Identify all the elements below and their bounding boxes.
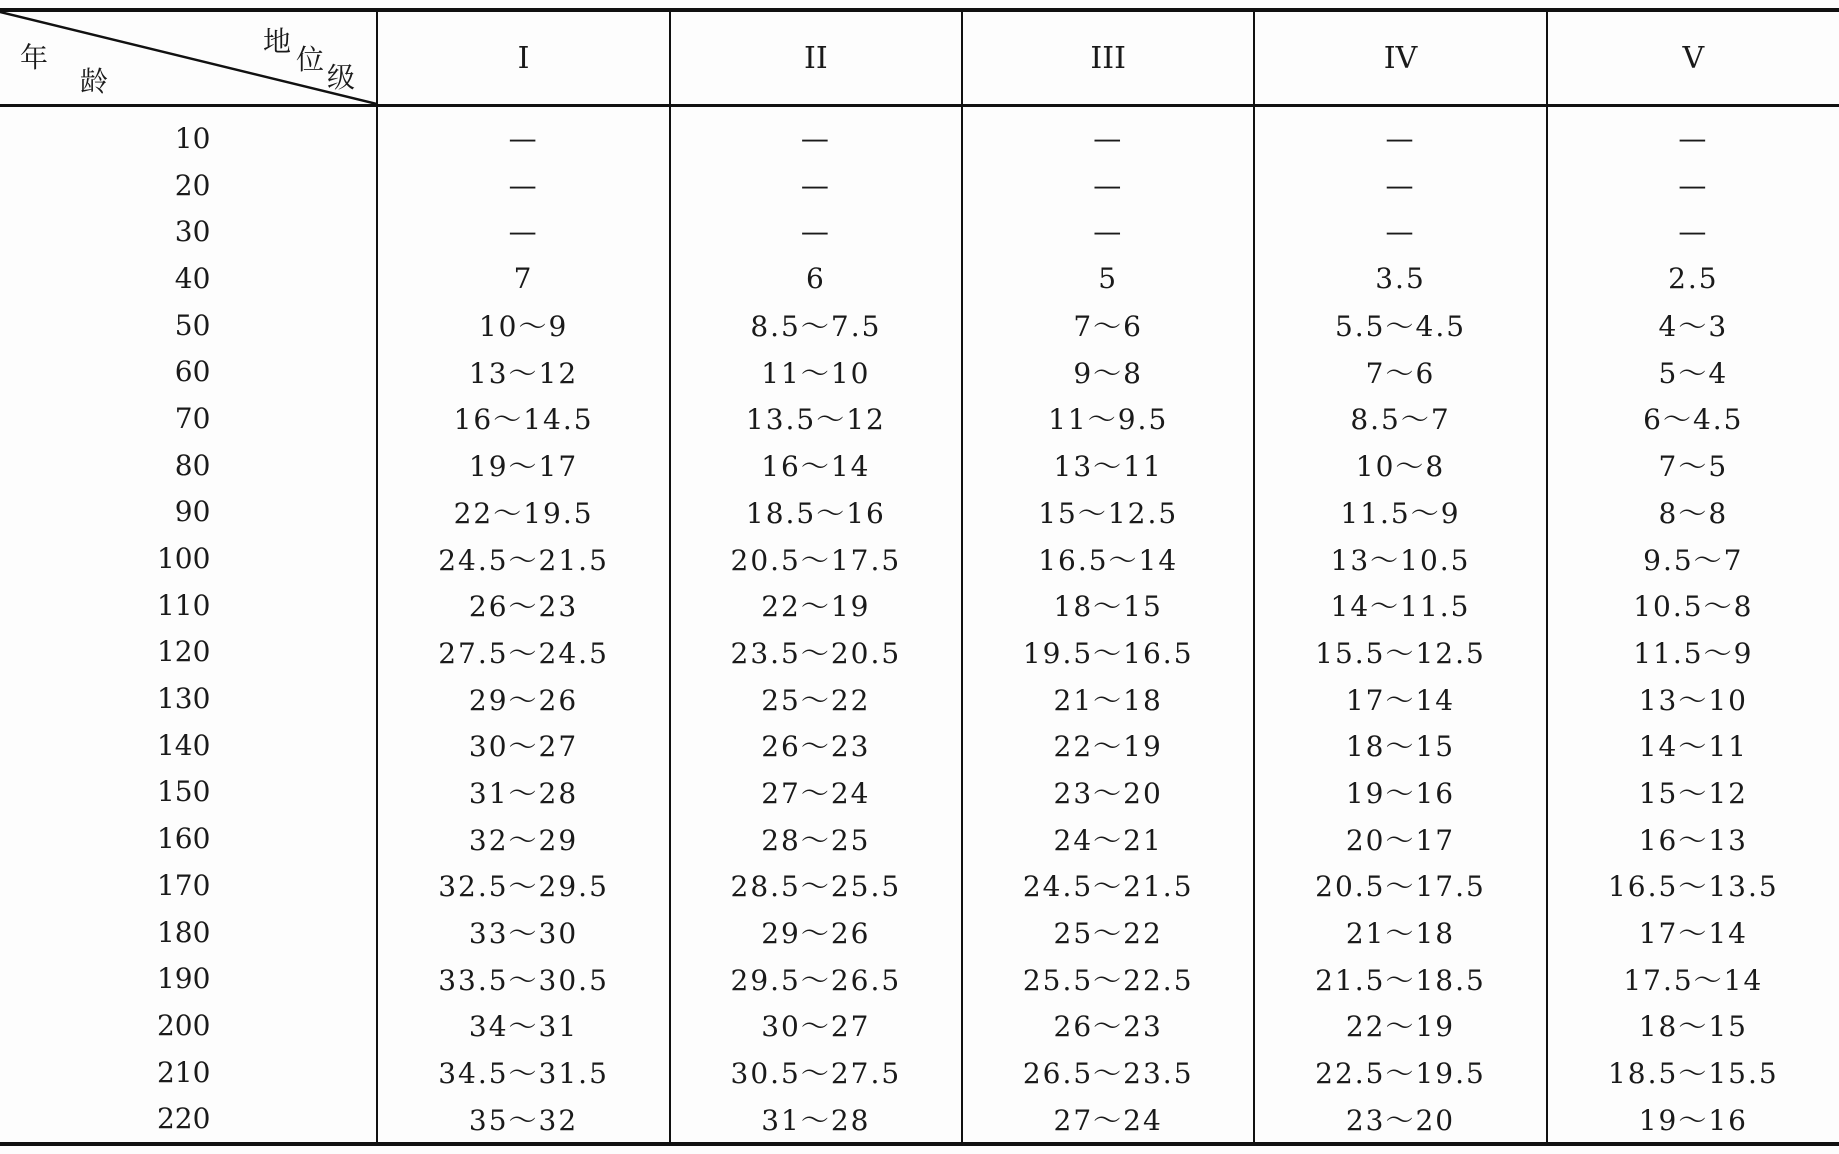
value-cell: 16～14.5 bbox=[377, 395, 669, 442]
age-cell: 170 bbox=[156, 868, 211, 902]
age-cell: 160 bbox=[156, 822, 211, 856]
value-cell: 11.5～9 bbox=[1547, 629, 1839, 676]
table-row bbox=[0, 1002, 1839, 1049]
age-cell: 220 bbox=[156, 1102, 211, 1136]
value-cell: 26～23 bbox=[670, 722, 962, 769]
age-cell: 180 bbox=[156, 915, 211, 949]
value-cell: 23.5～20.5 bbox=[670, 629, 962, 676]
value-cell: 6 bbox=[670, 255, 962, 302]
age-cell: 190 bbox=[156, 962, 211, 996]
age-cell: 10 bbox=[174, 121, 211, 155]
value-cell: 18.5～16 bbox=[670, 489, 962, 536]
value-cell: 5～4 bbox=[1547, 348, 1839, 395]
table-row bbox=[0, 442, 1839, 489]
value-cell: 27～24 bbox=[962, 1095, 1254, 1144]
table-header bbox=[0, 10, 1839, 106]
value-cell: 17.5～14 bbox=[1547, 955, 1839, 1002]
value-cell: 30～27 bbox=[670, 1002, 962, 1049]
value-cell: 22～19 bbox=[962, 722, 1254, 769]
table-row bbox=[0, 302, 1839, 349]
corner-row-label-2: 龄 bbox=[80, 65, 109, 98]
table-row bbox=[0, 395, 1839, 442]
site-class-table bbox=[0, 8, 1839, 1146]
value-cell: 13.5～12 bbox=[670, 395, 962, 442]
age-cell: 60 bbox=[174, 355, 211, 389]
value-cell: 22～19 bbox=[1254, 1002, 1546, 1049]
value-cell: — bbox=[377, 208, 669, 255]
value-cell: 13～12 bbox=[377, 348, 669, 395]
value-cell: 25～22 bbox=[962, 909, 1254, 956]
value-cell: 13～10 bbox=[1547, 675, 1839, 722]
value-cell: — bbox=[670, 208, 962, 255]
table-row bbox=[0, 769, 1839, 816]
table-row bbox=[0, 815, 1839, 862]
value-cell: 26～23 bbox=[377, 582, 669, 629]
value-cell: 19～16 bbox=[1254, 769, 1546, 816]
value-cell: 13～10.5 bbox=[1254, 535, 1546, 582]
value-cell: 20～17 bbox=[1254, 815, 1546, 862]
table-row bbox=[0, 675, 1839, 722]
value-cell: 34.5～31.5 bbox=[377, 1049, 669, 1096]
value-cell: — bbox=[962, 106, 1254, 162]
value-cell: 22～19 bbox=[670, 582, 962, 629]
value-cell: — bbox=[962, 162, 1254, 209]
table-row bbox=[0, 535, 1839, 582]
value-cell: 33～30 bbox=[377, 909, 669, 956]
value-cell: 19.5～16.5 bbox=[962, 629, 1254, 676]
value-cell: 9～8 bbox=[962, 348, 1254, 395]
value-cell: — bbox=[1547, 208, 1839, 255]
value-cell: 29～26 bbox=[670, 909, 962, 956]
age-cell: 110 bbox=[156, 588, 211, 622]
value-cell: 17～14 bbox=[1547, 909, 1839, 956]
value-cell: 28～25 bbox=[670, 815, 962, 862]
value-cell: 27～24 bbox=[670, 769, 962, 816]
age-cell: 40 bbox=[174, 261, 211, 295]
value-cell: 21～18 bbox=[1254, 909, 1546, 956]
value-cell: 3.5 bbox=[1254, 255, 1546, 302]
table-row bbox=[0, 348, 1839, 395]
value-cell: 15～12 bbox=[1547, 769, 1839, 816]
value-cell: 28.5～25.5 bbox=[670, 862, 962, 909]
value-cell: 15～12.5 bbox=[962, 489, 1254, 536]
value-cell: 6～4.5 bbox=[1547, 395, 1839, 442]
table-body bbox=[0, 106, 1839, 1145]
column-header-iii: III bbox=[962, 10, 1254, 106]
value-cell: 26～23 bbox=[962, 1002, 1254, 1049]
value-cell: 23～20 bbox=[1254, 1095, 1546, 1144]
corner-col-label-2: 位 bbox=[296, 43, 325, 76]
age-cell: 150 bbox=[156, 775, 211, 809]
table-row bbox=[0, 1095, 1839, 1144]
value-cell: 16.5～13.5 bbox=[1547, 862, 1839, 909]
age-cell: 30 bbox=[174, 215, 211, 249]
table-row bbox=[0, 909, 1839, 956]
value-cell: 22～19.5 bbox=[377, 489, 669, 536]
table-row bbox=[0, 106, 1839, 162]
value-cell: 20.5～17.5 bbox=[1254, 862, 1546, 909]
age-cell: 70 bbox=[174, 401, 211, 435]
value-cell: 29.5～26.5 bbox=[670, 955, 962, 1002]
value-cell: 13～11 bbox=[962, 442, 1254, 489]
table-row bbox=[0, 1049, 1839, 1096]
value-cell: — bbox=[1547, 106, 1839, 162]
table-row bbox=[0, 208, 1839, 255]
value-cell: 8.5～7.5 bbox=[670, 302, 962, 349]
value-cell: 14～11.5 bbox=[1254, 582, 1546, 629]
value-cell: 8.5～7 bbox=[1254, 395, 1546, 442]
value-cell: 18～15 bbox=[962, 582, 1254, 629]
value-cell: 7～6 bbox=[962, 302, 1254, 349]
value-cell: 34～31 bbox=[377, 1002, 669, 1049]
value-cell: 16.5～14 bbox=[962, 535, 1254, 582]
value-cell: 9.5～7 bbox=[1547, 535, 1839, 582]
column-header-i: I bbox=[377, 10, 669, 106]
value-cell: 19～17 bbox=[377, 442, 669, 489]
age-cell: 130 bbox=[156, 682, 211, 716]
table-row bbox=[0, 629, 1839, 676]
age-cell: 50 bbox=[174, 308, 211, 342]
column-header-v: V bbox=[1547, 10, 1839, 106]
corner-header-cell bbox=[0, 10, 377, 106]
value-cell: 31～28 bbox=[377, 769, 669, 816]
value-cell: 24～21 bbox=[962, 815, 1254, 862]
value-cell: 7～5 bbox=[1547, 442, 1839, 489]
table-row bbox=[0, 955, 1839, 1002]
value-cell: 21～18 bbox=[962, 675, 1254, 722]
age-cell: 120 bbox=[156, 635, 211, 669]
value-cell: 7～6 bbox=[1254, 348, 1546, 395]
age-cell: 140 bbox=[156, 728, 211, 762]
value-cell: 26.5～23.5 bbox=[962, 1049, 1254, 1096]
value-cell: 11.5～9 bbox=[1254, 489, 1546, 536]
value-cell: 27.5～24.5 bbox=[377, 629, 669, 676]
corner-row-label-1: 年 bbox=[20, 41, 49, 74]
value-cell: 2.5 bbox=[1547, 255, 1839, 302]
value-cell: 18～15 bbox=[1254, 722, 1546, 769]
value-cell: 14～11 bbox=[1547, 722, 1839, 769]
age-cell: 100 bbox=[156, 542, 211, 576]
value-cell: 15.5～12.5 bbox=[1254, 629, 1546, 676]
table-row bbox=[0, 582, 1839, 629]
table-row bbox=[0, 255, 1839, 302]
age-cell: 90 bbox=[174, 495, 211, 529]
value-cell: 8～8 bbox=[1547, 489, 1839, 536]
value-cell: 25.5～22.5 bbox=[962, 955, 1254, 1002]
age-cell: 80 bbox=[174, 448, 211, 482]
value-cell: 35～32 bbox=[377, 1095, 669, 1144]
value-cell: 24.5～21.5 bbox=[962, 862, 1254, 909]
value-cell: 5.5～4.5 bbox=[1254, 302, 1546, 349]
value-cell: 21.5～18.5 bbox=[1254, 955, 1546, 1002]
value-cell: 29～26 bbox=[377, 675, 669, 722]
value-cell: 30.5～27.5 bbox=[670, 1049, 962, 1096]
value-cell: 30～27 bbox=[377, 722, 669, 769]
corner-col-label-1: 地 bbox=[263, 25, 292, 58]
value-cell: — bbox=[377, 162, 669, 209]
value-cell: 11～9.5 bbox=[962, 395, 1254, 442]
header-row bbox=[0, 10, 1839, 106]
value-cell: 17～14 bbox=[1254, 675, 1546, 722]
value-cell: — bbox=[1254, 162, 1546, 209]
column-header-ii: II bbox=[670, 10, 962, 106]
corner-col-label-3: 级 bbox=[327, 61, 356, 94]
value-cell: 33.5～30.5 bbox=[377, 955, 669, 1002]
value-cell: 23～20 bbox=[962, 769, 1254, 816]
value-cell: 4～3 bbox=[1547, 302, 1839, 349]
value-cell: 20.5～17.5 bbox=[670, 535, 962, 582]
value-cell: 10～9 bbox=[377, 302, 669, 349]
table-row bbox=[0, 162, 1839, 209]
value-cell: — bbox=[1254, 106, 1546, 162]
column-header-iv: IV bbox=[1254, 10, 1546, 106]
value-cell: 18.5～15.5 bbox=[1547, 1049, 1839, 1096]
value-cell: 31～28 bbox=[670, 1095, 962, 1144]
value-cell: — bbox=[670, 162, 962, 209]
age-cell: 200 bbox=[156, 1008, 211, 1042]
value-cell: 19～16 bbox=[1547, 1095, 1839, 1144]
value-cell: — bbox=[377, 106, 669, 162]
age-cell: 210 bbox=[156, 1055, 211, 1089]
value-cell: 32.5～29.5 bbox=[377, 862, 669, 909]
value-cell: 22.5～19.5 bbox=[1254, 1049, 1546, 1096]
value-cell: — bbox=[962, 208, 1254, 255]
value-cell: — bbox=[670, 106, 962, 162]
value-cell: 18～15 bbox=[1547, 1002, 1839, 1049]
value-cell: 7 bbox=[377, 255, 669, 302]
table-row bbox=[0, 862, 1839, 909]
value-cell: 16～14 bbox=[670, 442, 962, 489]
value-cell: 5 bbox=[962, 255, 1254, 302]
value-cell: 25～22 bbox=[670, 675, 962, 722]
table-row bbox=[0, 489, 1839, 536]
value-cell: 10～8 bbox=[1254, 442, 1546, 489]
value-cell: — bbox=[1547, 162, 1839, 209]
value-cell: 24.5～21.5 bbox=[377, 535, 669, 582]
age-cell: 20 bbox=[174, 168, 211, 202]
value-cell: 11～10 bbox=[670, 348, 962, 395]
value-cell: — bbox=[1254, 208, 1546, 255]
value-cell: 32～29 bbox=[377, 815, 669, 862]
table-row bbox=[0, 722, 1839, 769]
value-cell: 10.5～8 bbox=[1547, 582, 1839, 629]
value-cell: 16～13 bbox=[1547, 815, 1839, 862]
